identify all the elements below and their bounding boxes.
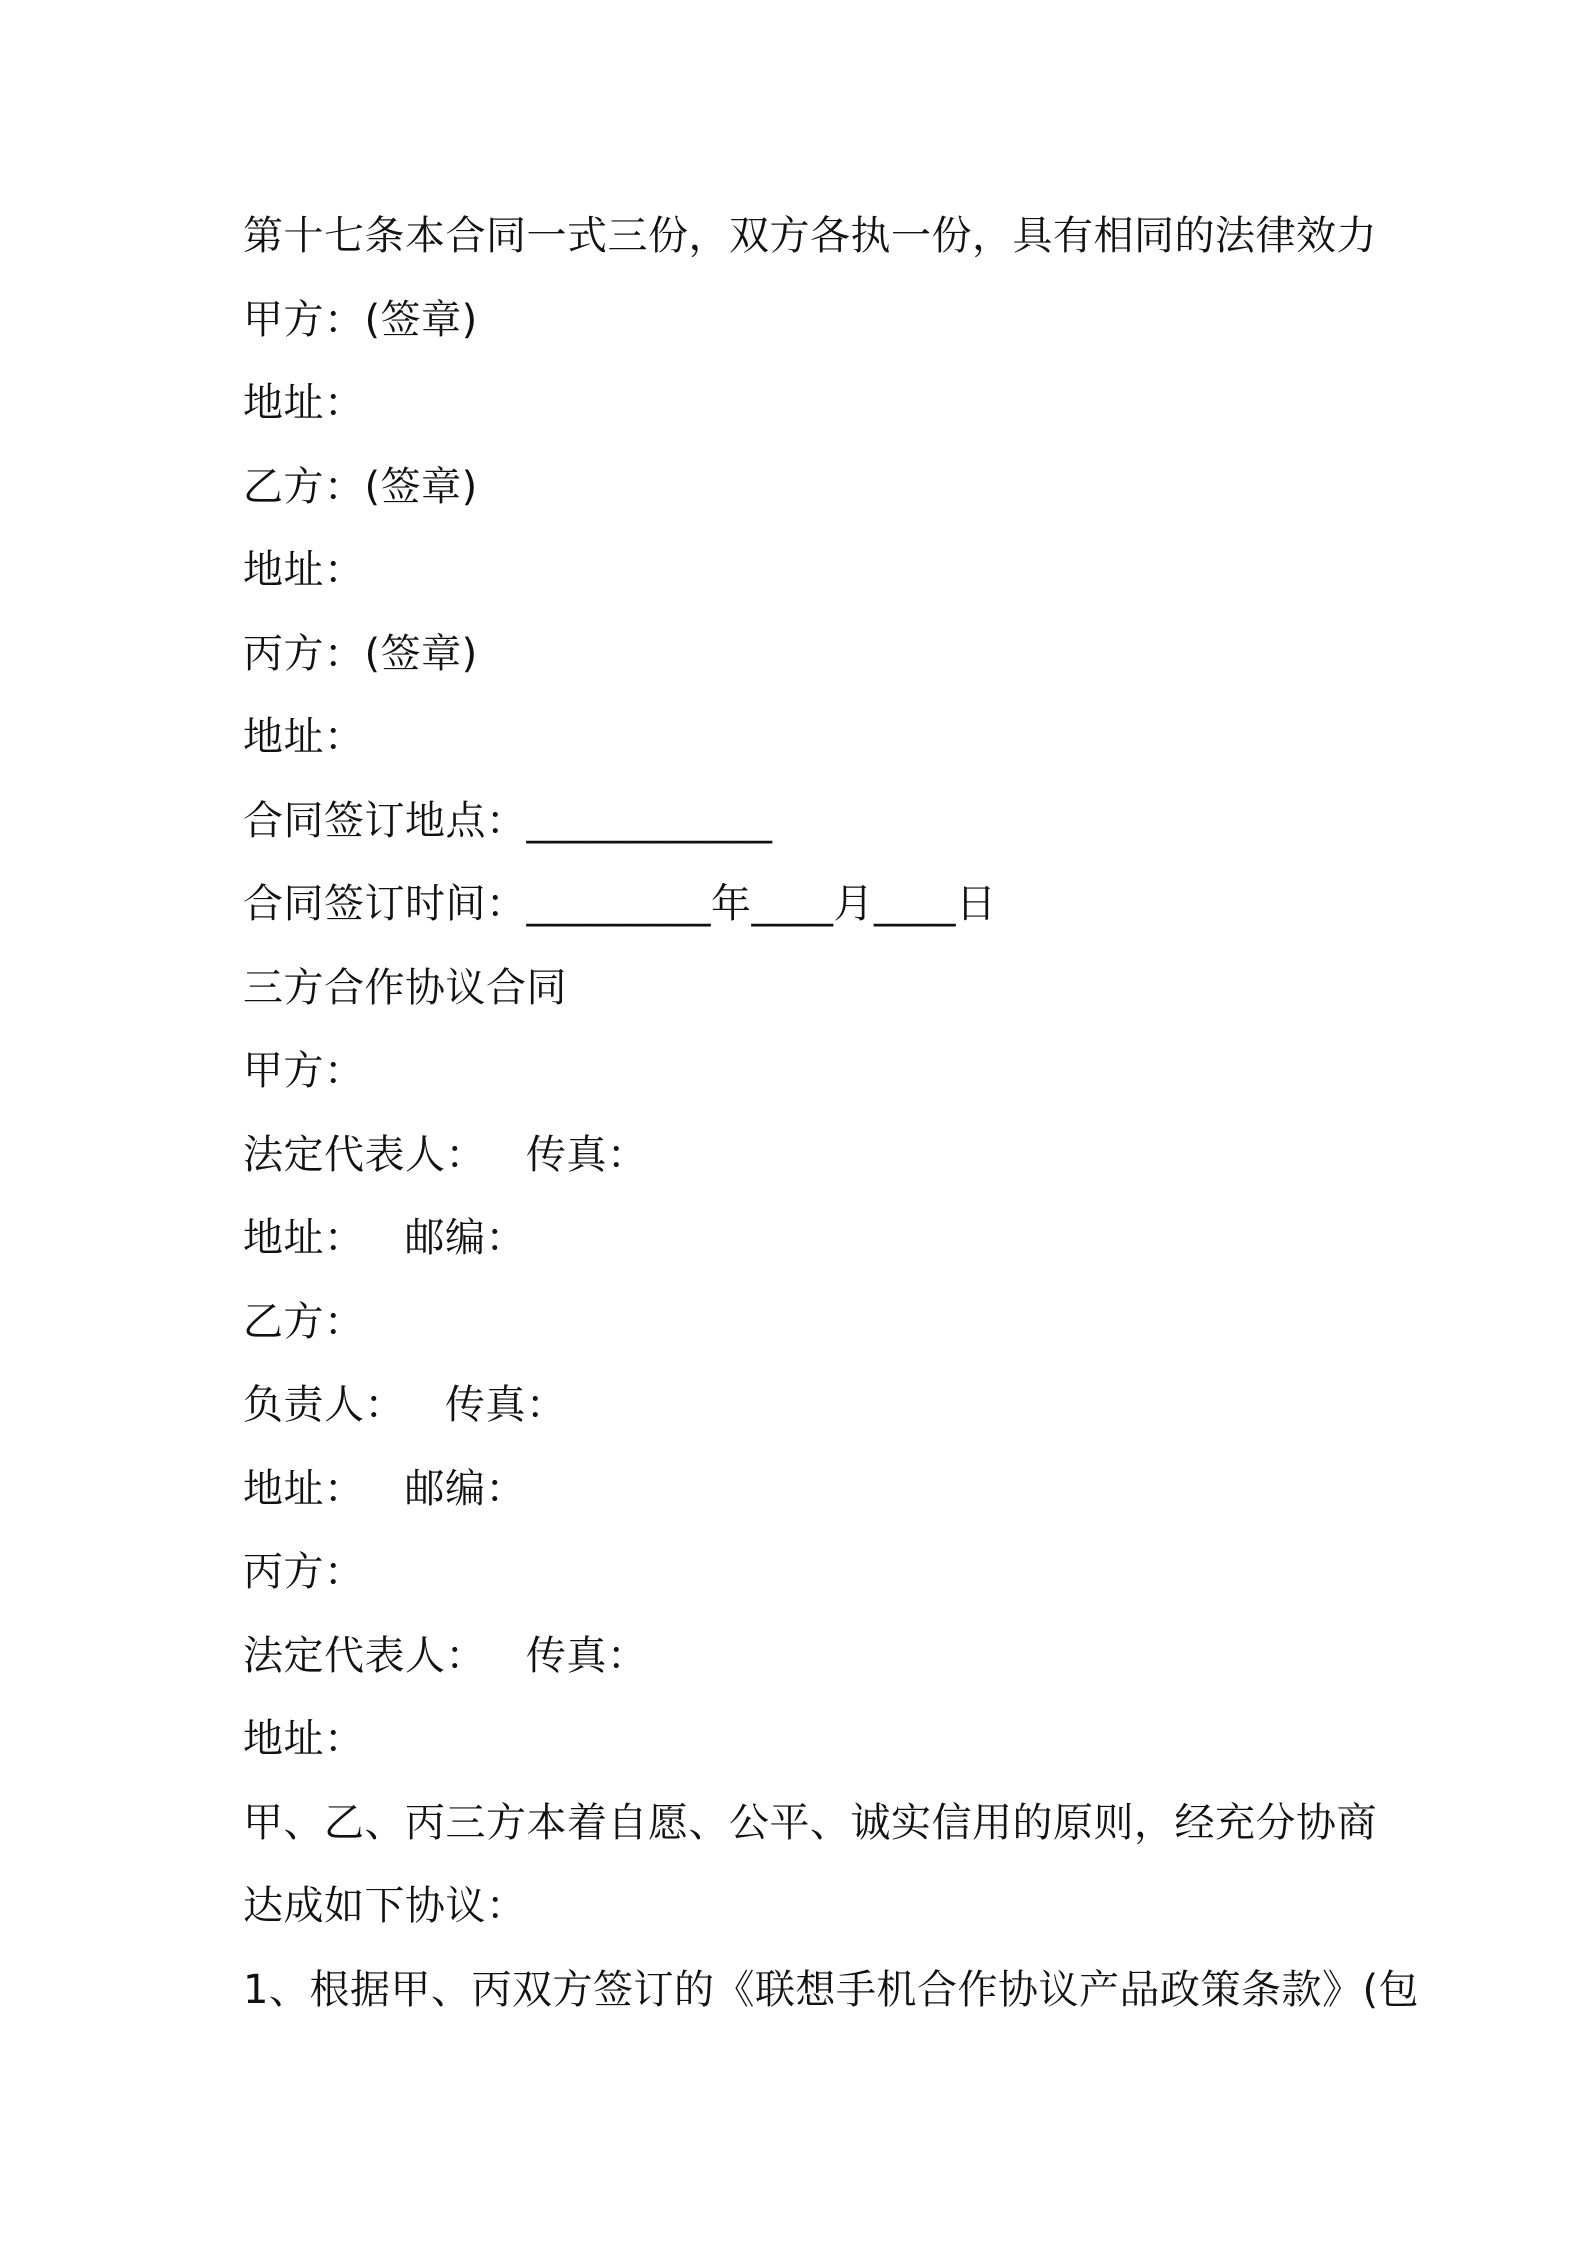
preamble-line-2: 达成如下协议： (243, 1883, 527, 1929)
party-b-fax-label: 传真： (445, 1382, 567, 1428)
party-b-person-row (243, 1364, 1363, 1448)
party-b-address-label: 地址： (243, 1465, 365, 1512)
party-a-fax-label: 传真： (526, 1131, 648, 1178)
party-a-representative-row (243, 1114, 1363, 1198)
party-c-signature-line: 丙方：(签章) (243, 630, 478, 677)
clause-1-line-1: 1、根据甲、丙双方签订的《联想手机合作协议产品政策条款》(包 (243, 1966, 1420, 2013)
signing-place: 合同签订地点：____________ (243, 797, 773, 844)
party-a-address-label: 地址： (243, 1215, 365, 1261)
party-a-signature-line: 甲方：(签章) (243, 296, 478, 343)
party-c-label: 丙方： (243, 1549, 365, 1595)
agreement-title: 三方合作协议合同 (243, 964, 567, 1011)
signing-time: 合同签订时间：_________年____月____日 (243, 881, 997, 927)
party-c-representative-label: 法定代表人： (243, 1632, 486, 1679)
party-c-signature-address: 地址： (243, 714, 365, 760)
party-a-address-row (243, 1197, 1363, 1281)
party-b-signature-address: 地址： (243, 547, 365, 593)
party-b-signature-line: 乙方：(签章) (243, 463, 478, 510)
document-body (243, 195, 1420, 2032)
party-c-representative-row (243, 1615, 1363, 1699)
party-b-label: 乙方： (243, 1298, 365, 1345)
party-c-address-label: 地址： (243, 1716, 365, 1762)
party-a-postcode-label: 邮编： (404, 1215, 526, 1261)
article-17-text: 第十七条本合同一式三份，双方各执一份，具有相同的法律效力 (243, 213, 1377, 259)
preamble-line-1: 甲、乙、丙三方本着自愿、公平、诚实信用的原则，经充分协商 (243, 1799, 1377, 1846)
party-a-signature-address: 地址： (243, 380, 365, 426)
party-b-person-in-charge-label: 负责人： (243, 1382, 405, 1428)
party-a-representative-label: 法定代表人： (243, 1131, 486, 1178)
party-b-address-row (243, 1448, 1363, 1532)
party-c-fax-label: 传真： (526, 1632, 648, 1679)
party-a-label: 甲方： (243, 1048, 365, 1094)
party-b-postcode-label: 邮编： (404, 1465, 526, 1512)
